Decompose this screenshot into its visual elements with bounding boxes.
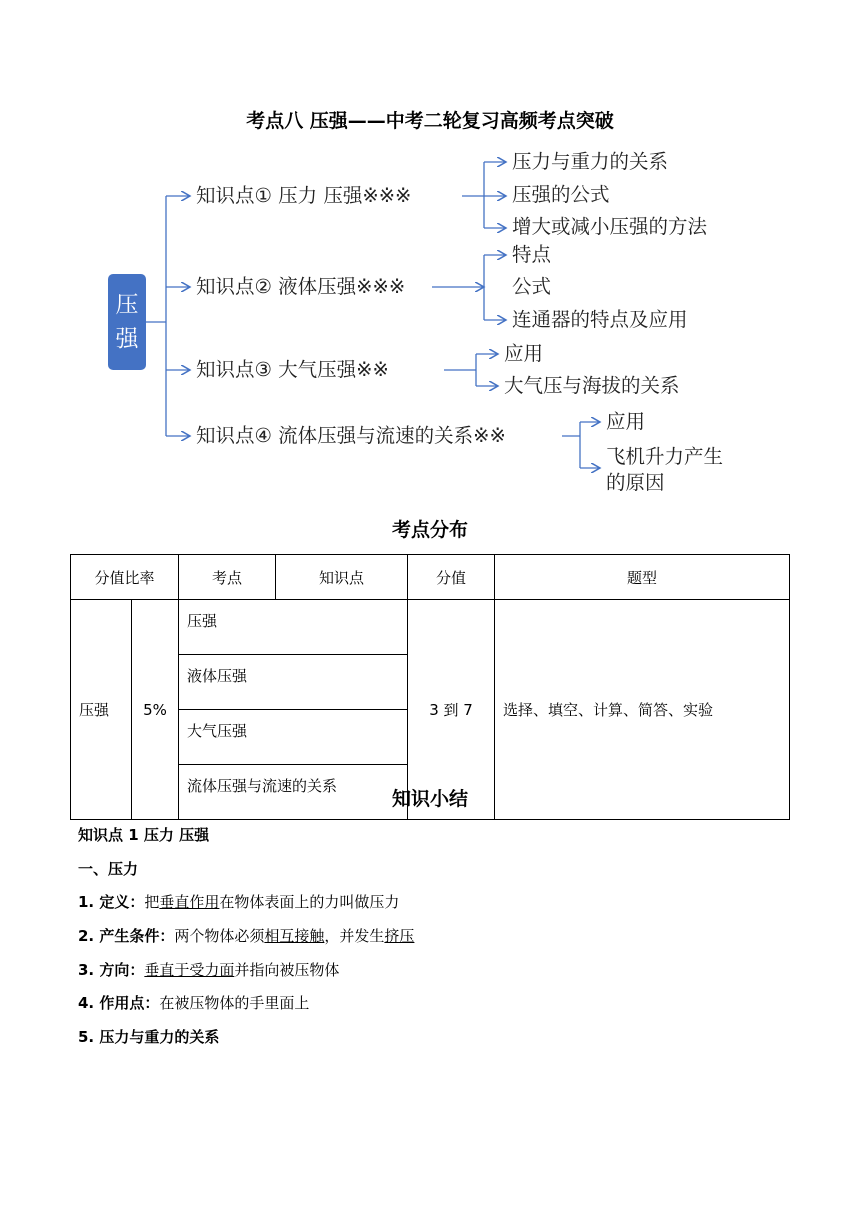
branch-3-label: 知识点③ 大气压强※※ [196, 358, 389, 381]
branch-2-leaf-1: 特点 [512, 243, 552, 266]
item-key-term: 挤压 [384, 927, 415, 945]
item-label: 4. 作用点： [78, 994, 160, 1012]
summary-heading: 知识点 1 压力 压强 [78, 826, 210, 844]
branch-1-leaf-1: 压力与重力的关系 [512, 150, 669, 173]
relation-line: 5. 压力与重力的关系 [78, 1028, 220, 1046]
summary-subheading: 一、压力 [78, 860, 139, 878]
item-key-term: 垂直作用 [159, 893, 220, 911]
summary-title: 知识小结 [391, 788, 468, 810]
branch-4-leaf-1: 应用 [606, 410, 646, 433]
cell-point-4: 流体压强与流速的关系 [179, 765, 408, 820]
item-label: 2. 产生条件： [78, 927, 175, 945]
branch-1-label: 知识点① 压力 压强※※※ [196, 184, 412, 207]
header-ratio: 分值比率 [71, 555, 179, 600]
item-text: ，并发生 [324, 927, 385, 945]
branch-4-label: 知识点④ 流体压强与流速的关系※※ [196, 424, 506, 447]
branch-1-leaf-2: 压强的公式 [512, 183, 610, 206]
definition-line [78, 891, 399, 912]
cell-point-1: 压强 [179, 600, 408, 655]
branch-1-leaf-3: 增大或减小压强的方法 [512, 215, 708, 238]
branch-2-leaf-2: 公式 [512, 275, 552, 298]
item-text: 在被压物体的手里面上 [159, 994, 310, 1012]
root-char-1: 压 [115, 292, 139, 318]
cell-score: 3 到 7 [408, 600, 495, 820]
item-key-term: 相互接触 [264, 927, 325, 945]
direction-line [78, 959, 339, 980]
item-label: 3. 方向： [78, 961, 145, 979]
item-text: 在物体表面上的力叫做压力 [219, 893, 400, 911]
item-text: 把 [144, 893, 160, 911]
point-of-action-line [78, 992, 309, 1013]
branch-2-leaf-3: 连通器的特点及应用 [512, 308, 688, 331]
header-score: 分值 [408, 555, 495, 600]
distribution-table [70, 554, 790, 820]
table-row [71, 600, 790, 655]
distribution-title: 考点分布 [391, 519, 468, 541]
branch-4-leaf-3: 的原因 [606, 471, 665, 494]
cell-point-3: 大气压强 [179, 710, 408, 765]
header-types: 题型 [495, 555, 790, 600]
item-key-term: 垂直于受力面 [144, 961, 235, 979]
item-label: 1. 定义： [78, 893, 145, 911]
branch-2-label: 知识点② 液体压强※※※ [196, 275, 406, 298]
item-text: 两个物体必须 [174, 927, 265, 945]
header-topic: 考点 [179, 555, 276, 600]
cell-topic: 压强 [71, 600, 132, 820]
branch-4-leaf-2: 飞机升力产生 [606, 445, 724, 468]
branch-3-leaf-2: 大气压与海拔的关系 [504, 374, 680, 397]
page-title: 考点八 压强——中考二轮复习高频考点突破 [246, 110, 614, 132]
condition-line [78, 925, 414, 946]
branch-3-leaf-1: 应用 [504, 342, 544, 365]
cell-types: 选择、填空、计算、简答、实验 [495, 600, 790, 820]
item-text: 并指向被压物体 [234, 961, 340, 979]
mind-map-root [108, 274, 146, 370]
mind-map [0, 0, 860, 520]
header-knowledge: 知识点 [276, 555, 408, 600]
table-header-row [71, 555, 790, 600]
root-char-2: 强 [115, 326, 139, 352]
cell-point-2: 液体压强 [179, 655, 408, 710]
cell-ratio: 5% [132, 600, 179, 820]
